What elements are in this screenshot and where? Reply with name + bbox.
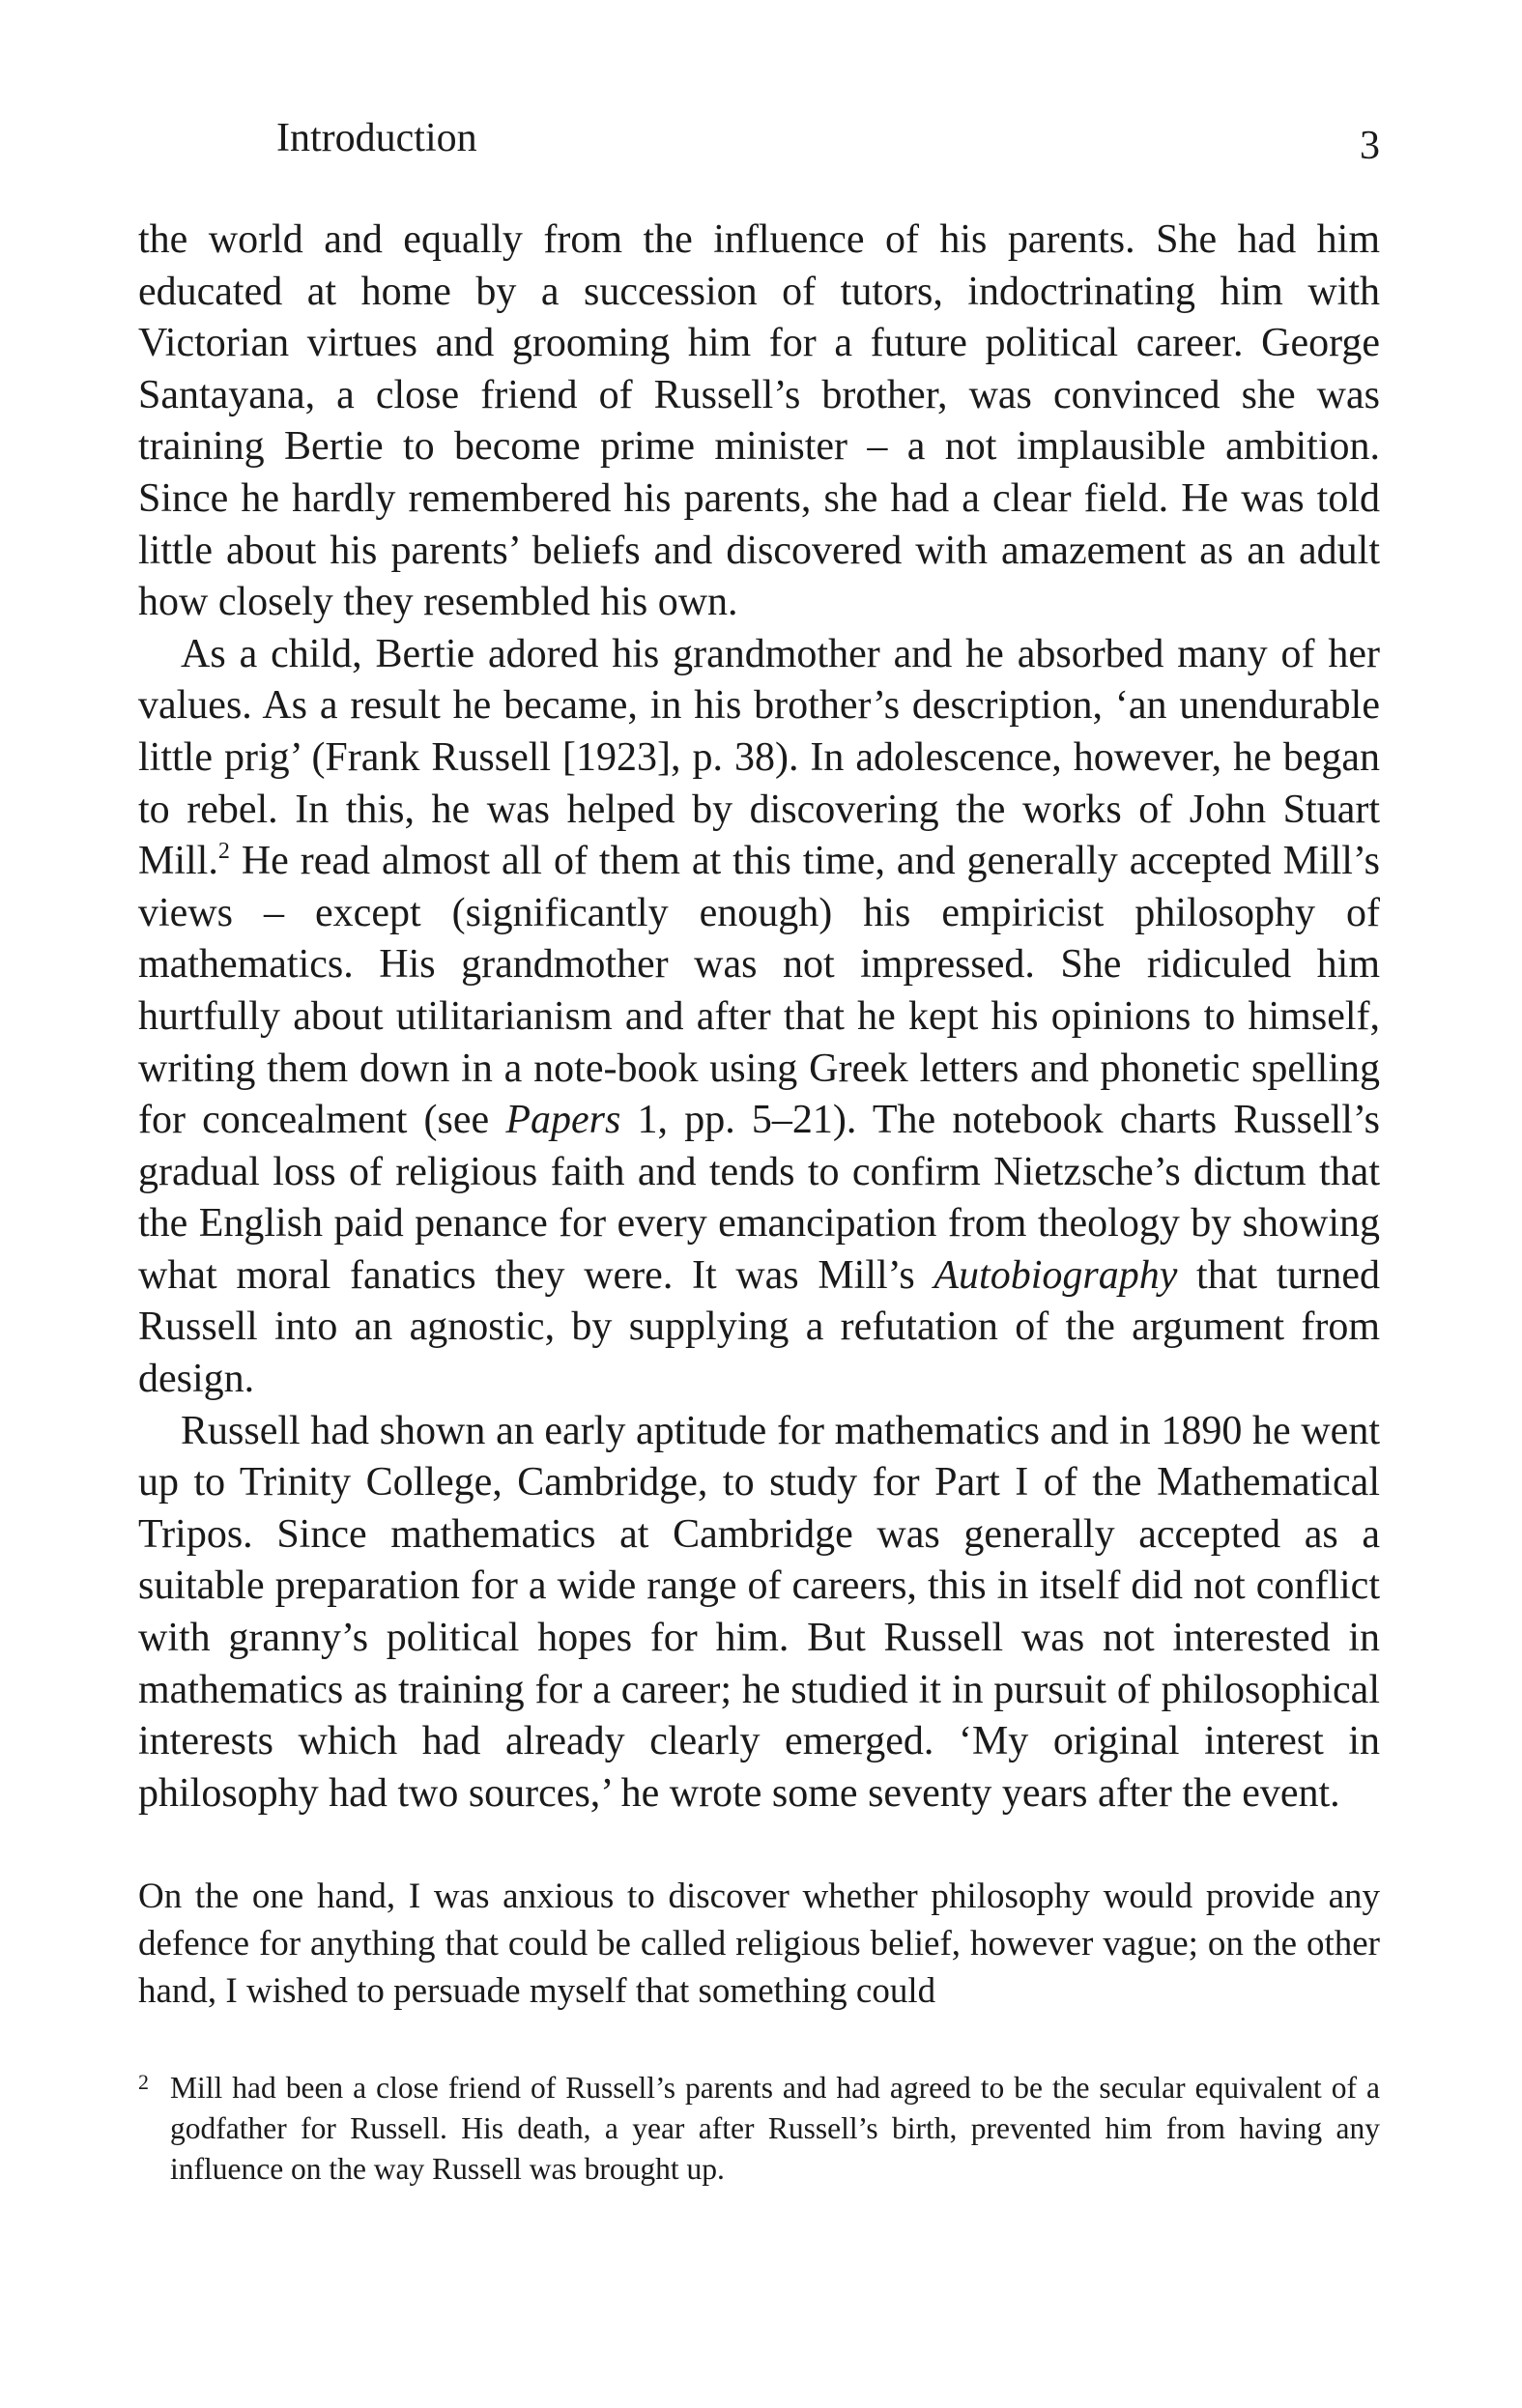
running-title: Introduction <box>276 116 477 160</box>
running-head <box>138 114 1380 168</box>
italic-title-autobiography: Autobiography <box>933 1252 1178 1298</box>
book-page <box>138 0 1380 2408</box>
paragraph-2-part-3: 1, pp. 5–21). The notebook charts Russell’s gradual loss of religious faith and tends to confirm Nietzsche’s dictum that the English paid penance for every emancipation from theology by showing what moral fanatics they were. It was Mill’s <box>138 1098 1380 1298</box>
footnote-reference[interactable]: 2 <box>217 839 230 865</box>
footnote <box>138 2068 1380 2190</box>
paragraph-2 <box>138 629 1380 1406</box>
paragraph-1: the world and equally from the influence of his parents. She had him educated at home by a succession of tutors, indoctrinating him with Victorian virtues and grooming him for a future political career. George Santayana, a close friend of Russell’s brother, was convinced she was training Bertie to become prime minister – a not implausible ambition. Since he hardly remembered his parents, she had a clear field. He was told little about his parents’ beliefs and discovered with amazement as an adult how closely they resembled his own. <box>138 217 1380 625</box>
body-text <box>138 215 1380 1820</box>
block-quote: On the one hand, I was anxious to discover whether philosophy would provide any defence for anything that could be called religious belief, however vague; on the other hand, I wished to persuade myself that something could <box>138 1877 1380 2011</box>
paragraph-2-part-1: As a child, Bertie adored his grandmother and he absorbed many of her values. As a result he became, in his brother’s description, ‘an unendurable little prig’ (Frank Russell [1923], p. 38). In adolescence, however, he began to rebel. In this, he was helped by discovering the works of John Stuart Mill. <box>138 631 1380 884</box>
paragraph-2-part-2: He read almost all of them at this time, and generally accepted Mill’s views – except (significantly enough) his empiricist philosophy of mathematics. His grandmother was not impressed. She ridiculed him hurtfully about utilitarianism and after that he kept his opinions to himself, writing them down in a note-book using Greek letters and phonetic spelling for concealment (see <box>138 839 1380 1143</box>
footnote-marker: 2 <box>138 2070 149 2094</box>
page-number: 3 <box>1360 124 1380 168</box>
paragraph-2-part-4: that turned Russell into an agnostic, by supplying a refutation of the argument from design. <box>138 1252 1381 1402</box>
paragraph-3: Russell had shown an early aptitude for mathematics and in 1890 he went up to Trinity College, Cambridge, to study for Part I of the Mathematical Tripos. Since mathematics at Cambridge was generally accepted as a suitable preparation for a wide range of careers, this in itself did not conflict with granny’s political hopes for him. But Russell was not interested in mathematics as training for a career; he studied it in pursuit of philosophical interests which had already clearly emerged. ‘My original interest in philosophy had two sources,’ he wrote some seventy years after the event. <box>138 1408 1380 1816</box>
italic-title-papers: Papers <box>505 1098 621 1143</box>
footnote-text: Mill had been a close friend of Russell’s parents and had agreed to be the secular equivalent of a godfather for Russell. His death, a year after Russell’s birth, prevented him from having any influence on the way Russell was brought up. <box>170 2071 1380 2186</box>
